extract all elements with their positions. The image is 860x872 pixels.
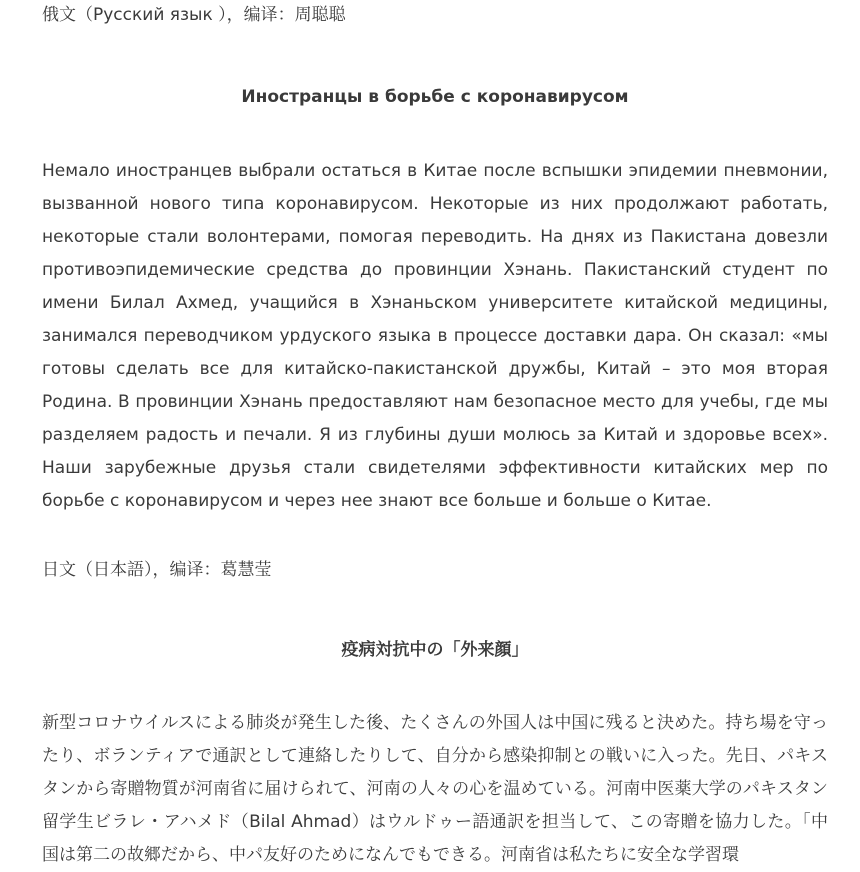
russian-article-title: Иностранцы в борьбе с коронавирусом [241,87,629,107]
japanese-article-paragraph: 新型コロナウイルスによる肺炎が発生した後、たくさんの外国人は中国に残ると決めた。持ち場を守ったり、ボランティアで通訳として連絡したりして、自分から感染抑制との戦いに入った。先日、パキスタンから寄贈物質が河南省に届けられて、河南の人々の心を温めている。河南中医薬大学のパキスタン留学生ビラレ・アハメド（Bilal Ahmad）はウルドゥー語通訳を担当して、この寄贈を協力した。「中国は第二の故郷だから、中パ友好のためになんでもできる。河南省は私たちに安全な学習環 [42,713,828,865]
japanese-language-line: 日文（日本語），编译：葛慧莹 [42,560,272,580]
japanese-article-title: 疫病対抗中の「外来顔」 [341,640,529,660]
article-body [42,0,828,872]
russian-language-line: 俄文（Русский язык ），编译：周聪聪 [42,5,346,25]
russian-article-paragraph: Немало иностранцев выбрали остаться в Китае после вспышки эпидемии пневмонии, вызванной нового типа коронавирусом. Некоторые из них продолжают работать, некоторые стали волонтерами, помогая переводить. На днях из Пакистана довезли противоэпидемические средства до провинции Хэнань. Пакистанский студент по имени Билал Ахмед, учащийся в Хэнаньском университете китайской медицины, занимался переводчиком урдуского языка в процессе доставки дара. Он сказал: «мы готовы сделать все для китайско-пакистанской дружбы, Китай – это моя вторая Родина. В провинции Хэнань предоставляют нам безопасное место для учебы, где мы разделяем радость и печали. Я из глубины души молюсь за Китай и здоровье всех». Наши зарубежные друзья стали свидетелями эффективности китайских мер по борьбе с коронавирусом и через нее знают все больше и больше о Китае. [42,161,828,511]
